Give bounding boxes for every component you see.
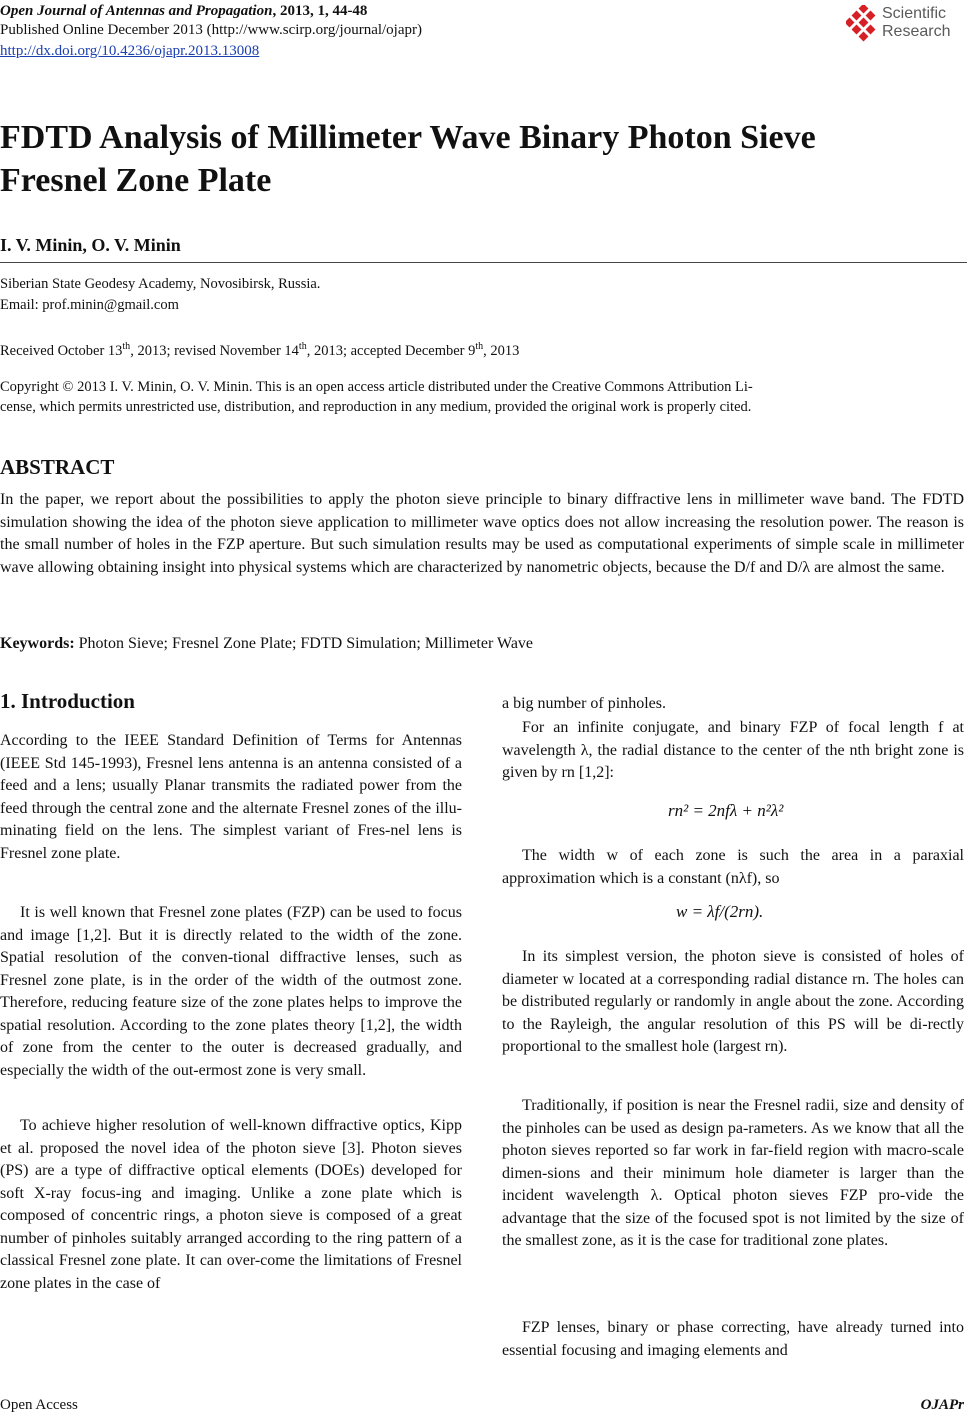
logo-line-2: Research bbox=[882, 23, 951, 40]
email: Email: prof.minin@gmail.com bbox=[0, 297, 179, 313]
copyright bbox=[0, 377, 964, 417]
published-line: Published Online December 2013 (http://www.scirp.org/journal/ojapr) bbox=[0, 22, 422, 38]
intro-paragraph-3: To achieve higher resolution of well-known diffractive optics, Kipp et al. proposed the novel idea of the photon sieve [3]. Photon sieves (PS) are a type of diffractive optical elements (DOEs) developed for soft X-ray focus-ing and imaging. Unlike a zone plate which is composed of concentric rings, a photon sieve is composed of a great number of pinholes suitably arranged according to the ring pattern of a classical Fresnel zone plate. It can over-come the limitations of Fresnel zone plates in the case of bbox=[0, 1117, 462, 1292]
copyright-line-2: cense, which permits unrestricted use, distribution, and reproduction in any medium, provided the original work is properly cited. bbox=[0, 399, 752, 415]
affiliation: Siberian State Geodesy Academy, Novosibirsk, Russia. bbox=[0, 276, 321, 292]
right-paragraph-1: a big number of pinholes. bbox=[502, 695, 666, 712]
journal-citation bbox=[0, 2, 367, 21]
right-paragraph-2: For an infinite conjugate, and binary FZP of focal length f at wavelength λ, the radial distance to the center of the nth bright zone is given by rn [1,2]: bbox=[502, 719, 964, 781]
keywords-text: Photon Sieve; Fresnel Zone Plate; FDTD Simulation; Millimeter Wave bbox=[78, 635, 534, 652]
intro-paragraph-2: It is well known that Fresnel zone plates (FZP) can be used to focus and image [1,2]. But it is directly related to the width of the zone. Spatial resolution of the conven-tional diffractive lenses, such as Fresnel zone plate, is in the order of the width of the outmost zone. Therefore, reducing feature size of the zone plates helps to improve the spatial resolution. According to the zone plates theory [1,2], the width of zone from the center to the outer is decreased gradually, and especially the width of the out-ermost zone is very small. bbox=[0, 904, 462, 1079]
journal-issue: , 2013, 1, 44-48 bbox=[272, 3, 368, 19]
right-paragraph-6: FZP lenses, binary or phase correcting, have already turned into essential focusing and imaging elements and bbox=[502, 1319, 964, 1359]
abstract-heading: ABSTRACT bbox=[0, 455, 115, 479]
abstract-text: In the paper, we report about the possibilities to apply the photon sieve principle to binary diffractive lens in millimeter wave band. The FDTD simulation showing the idea of the photon sieve application to millimeter wave optics does not allow increasing the resolution power. The reason is the small number of holes in the FZP aperture. But such simulation results may be used as computational experiments of simple scale in millimeter wave allowing obtaining insight into physical systems which are characterized by nanometric objects, because the D/f and D/λ are almost the same. bbox=[0, 491, 964, 576]
received-dates: Received October 13th, 2013; revised November 14th, 2013; accepted December 9th, 2013 bbox=[0, 341, 520, 359]
right-paragraph-5: Traditionally, if position is near the Fresnel radii, size and density of the pinholes can be used as design pa-rameters. As we know that all the photon sieves reported so far work in far-field region with macro-scale dimen-sions and their minimum hole diameter is larger than the incident wavelength λ. Optical photon sieves FZP pro-vide the advantage that the size of the focused spot is not limited by the size of the smallest zone, as it is the case for traditional zone plates. bbox=[502, 1097, 964, 1249]
journal-name: Open Journal of Antennas and Propagation bbox=[0, 3, 273, 19]
keywords bbox=[0, 633, 964, 656]
equation-1: rn² = 2nfλ + n²λ² bbox=[668, 801, 784, 820]
equation-2: w = λf/(2rn). bbox=[676, 902, 764, 921]
publisher-logo bbox=[846, 3, 964, 45]
footer-open-access: Open Access bbox=[0, 1397, 78, 1413]
right-paragraph-4: In its simplest version, the photon sieve is consisted of holes of diameter w located at a corresponding radial distance rn. The holes can be distributed regularly or randomly in angle about the zone. According to the Rayleigh, the angular resolution of this PS will be di-rectly proportional to the smallest hole (largest rn). bbox=[502, 948, 964, 1055]
doi-link[interactable]: http://dx.doi.org/10.4236/ojapr.2013.13008 bbox=[0, 43, 260, 59]
title-line-1: FDTD Analysis of Millimeter Wave Binary Photon Sieve bbox=[0, 119, 816, 156]
paper-title bbox=[0, 116, 967, 202]
title-rule bbox=[0, 262, 967, 263]
authors: I. V. Minin, O. V. Minin bbox=[0, 235, 181, 255]
right-paragraph-3: The width w of each zone is such the area in a paraxial approximation which is a constant (nλf), so bbox=[502, 847, 964, 887]
intro-paragraph-1: According to the IEEE Standard Definition of Terms for Antennas (IEEE Std 145-1993), Fresnel lens antenna is an antenna consisted of a feed and a lens; usually Planar transmits the radiated power from the feed through the central zone and the alternate Fresnel zones of the illu-minating field on the lens. The simplest variant of Fres-nel lens is Fresnel zone plate. bbox=[0, 732, 462, 862]
footer-journal-abbrev: OJAPr bbox=[920, 1397, 964, 1413]
title-line-2: Fresnel Zone Plate bbox=[0, 162, 272, 199]
logo-line-1: Scientific bbox=[882, 5, 947, 22]
keywords-label: Keywords: bbox=[0, 635, 75, 652]
intro-heading: 1. Introduction bbox=[0, 689, 135, 713]
copyright-line-1: Copyright © 2013 I. V. Minin, O. V. Minin. This is an open access article distributed under the Creative Commons Attribution Li- bbox=[0, 379, 753, 395]
publisher-logo-icon bbox=[846, 5, 880, 43]
